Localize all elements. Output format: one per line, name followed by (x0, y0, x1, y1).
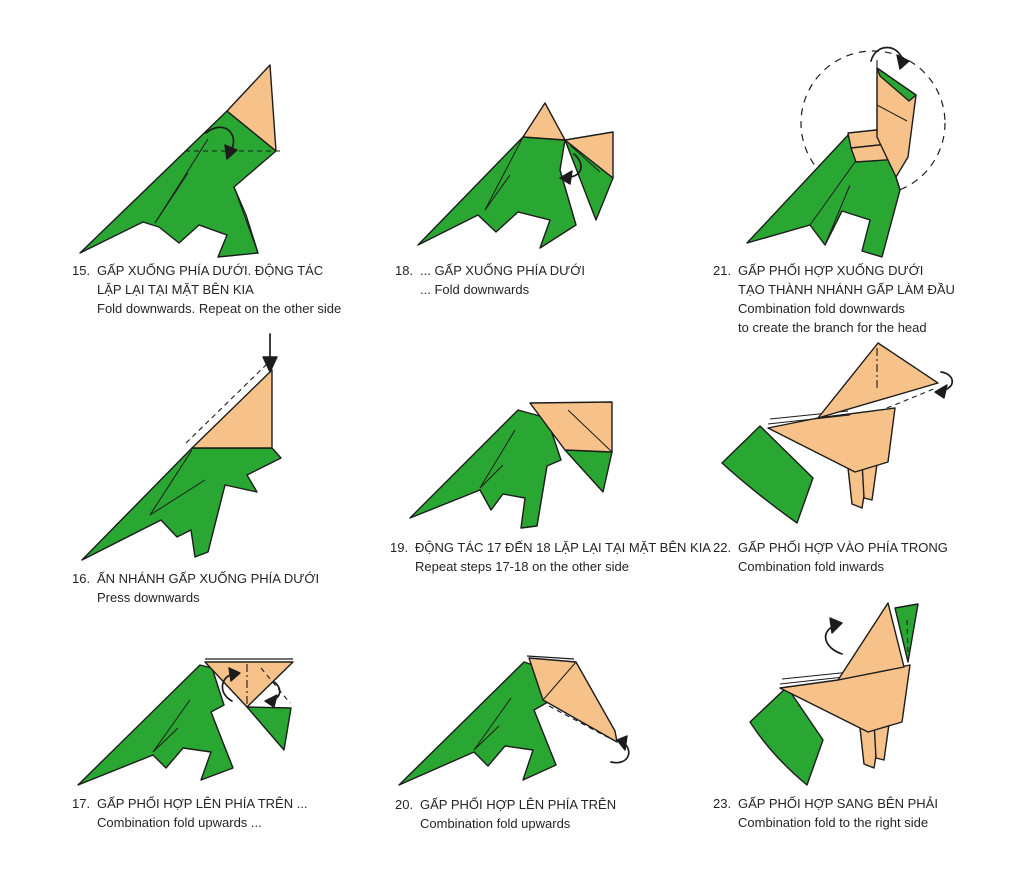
caption-en-line: Combination fold to the right side (738, 815, 929, 830)
step-number: 17. (72, 796, 91, 811)
caption-vn-line: ... GẤP XUỐNG PHÍA DƯỚI (420, 263, 586, 278)
origami-wing (565, 450, 612, 492)
step-17-figure (60, 600, 340, 790)
step-number: 21. (713, 263, 732, 278)
caption-en-line: Combination fold inwards (738, 559, 884, 574)
origami-body (82, 448, 281, 560)
step-number: 20. (395, 797, 414, 812)
step-21-figure (710, 25, 1010, 260)
step-number: 19. (390, 540, 409, 555)
caption-en-line: Repeat steps 17-18 on the other side (415, 559, 629, 574)
step-18-figure (390, 60, 690, 260)
caption-vn-line: TẠO THÀNH NHÁNH GẤP LÀM ĐẦU (738, 282, 955, 297)
caption-en-line: Combination fold downwards (738, 301, 905, 316)
caption-vn-line: ĐỘNG TÁC 17 ĐẾN 18 LẶP LẠI TẠI MẶT BÊN KIA (415, 540, 711, 555)
step-22-figure (710, 330, 1015, 535)
step-17-caption (72, 794, 308, 832)
step-20-caption (395, 795, 616, 833)
caption-en-line: Press downwards (97, 590, 200, 605)
caption-vn-line: ẤN NHÁNH GẤP XUỐNG PHÍA DƯỚI (97, 571, 320, 586)
step-16-figure (55, 330, 330, 565)
step-18-caption (395, 261, 585, 299)
caption-en-line: ... Fold downwards (420, 282, 530, 297)
caption-vn-line: GẤP PHỐI HỢP SANG BÊN PHẢI (738, 796, 938, 811)
step-21-caption (713, 261, 955, 337)
step-20-figure (377, 600, 662, 790)
caption-vn-line: GẤP PHỐI HỢP LÊN PHÍA TRÊN (420, 797, 617, 812)
caption-en-line: Combination fold upwards ... (97, 815, 262, 830)
step-number: 23. (713, 796, 732, 811)
origami-body (78, 665, 233, 785)
origami-wing (247, 707, 291, 750)
caption-vn-line: GẤP PHỐI HỢP LÊN PHÍA TRÊN ... (97, 796, 308, 811)
caption-vn-line: GẤP PHỐI HỢP XUỐNG DƯỚI (738, 263, 924, 278)
caption-vn-line: LẶP LẠI TẠI MẶT BÊN KIA (97, 282, 254, 297)
step-number: 16. (72, 571, 91, 586)
step-15-figure (60, 45, 330, 260)
step-15-caption (72, 261, 341, 318)
step-number: 15. (72, 263, 91, 278)
step-number: 18. (395, 263, 414, 278)
step-22-caption (713, 538, 948, 576)
step-19-figure (395, 370, 685, 530)
caption-en-line: Fold downwards. Repeat on the other side (97, 301, 342, 316)
caption-en-line: Combination fold upwards (420, 816, 571, 831)
origami-body (410, 410, 561, 528)
origami-head-flap (523, 103, 565, 140)
step-number: 22. (713, 540, 732, 555)
origami-body (399, 662, 556, 785)
step-23-figure (720, 590, 1010, 790)
step-19-caption (390, 538, 711, 576)
origami-head-flap (818, 343, 938, 418)
origami-head-flap (192, 370, 272, 448)
origami-head-flap (838, 603, 904, 680)
fold-arrow-icon (935, 372, 952, 398)
step-23-caption (713, 794, 938, 832)
caption-vn-line: GẤP XUỐNG PHÍA DƯỚI. ĐỘNG TÁC (97, 263, 324, 278)
caption-en-line: to create the branch for the head (738, 320, 927, 335)
caption-vn-line: GẤP PHỐI HỢP VÀO PHÍA TRONG (738, 540, 948, 555)
fold-arrow-icon (826, 618, 842, 654)
origami-body (80, 111, 276, 257)
